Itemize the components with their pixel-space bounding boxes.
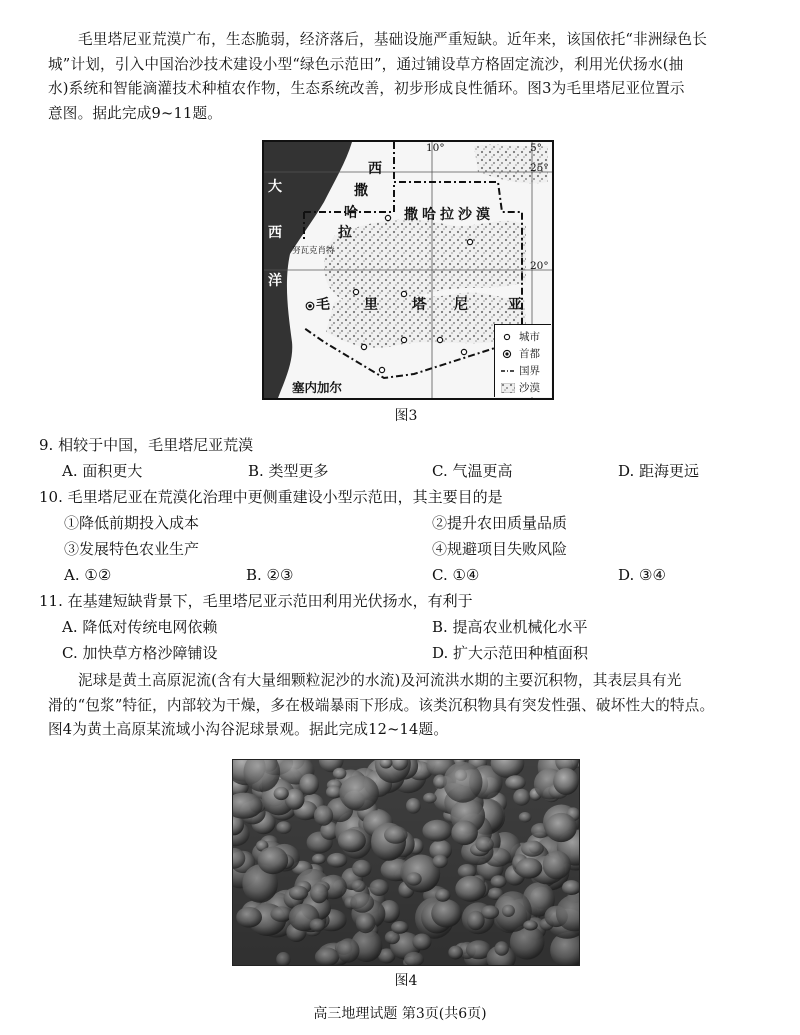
q11-option-d[interactable]: D. 扩大示范田种植面积: [432, 644, 589, 662]
mud-ball-photo: [232, 759, 580, 966]
question-10-stem: 10. 毛里塔尼亚在荒漠化治理中更侧重建设小型示范田，其主要目的是: [39, 488, 503, 506]
q10-option-b[interactable]: B. ②③: [246, 566, 294, 584]
latitude-25-label: 25°: [530, 162, 549, 174]
q10-item-2: ②提升农田质量品质: [432, 514, 568, 532]
west-sahara-label-1: 西: [368, 161, 382, 177]
q11-option-a[interactable]: A. 降低对传统电网依赖: [62, 618, 218, 636]
q10-option-a[interactable]: A. ①②: [64, 566, 112, 584]
sahara-desert-label: 撒哈拉沙漠: [404, 207, 494, 223]
legend-border: 国界: [501, 363, 540, 378]
intro-passage-2: [48, 669, 774, 743]
intro-passage-1: [48, 28, 774, 126]
capital-label: 努瓦克肖特: [292, 246, 335, 256]
question-11-stem: 11. 在基建短缺背景下，毛里塔尼亚示范田利用光伏扬水，有利于: [39, 592, 473, 610]
map-legend: [494, 324, 551, 397]
question-9-stem: 9. 相较于中国，毛里塔尼亚荒漠: [39, 436, 254, 454]
intro-line: 城”计划，引入中国治沙技术建设小型“绿色示范田”，通过铺设草方格固定流沙，利用光伏扬水(抽: [48, 55, 684, 73]
country-label-2: 里: [364, 297, 378, 313]
ocean-label-3: 洋: [268, 273, 282, 289]
country-label-3: 塔: [412, 297, 426, 313]
q11-option-c[interactable]: C. 加快草方格沙障铺设: [62, 644, 218, 662]
ocean-label-2: 西: [268, 225, 282, 241]
figure-4-caption: 图4: [394, 973, 418, 989]
mud-ball-texture: [233, 760, 579, 965]
longitude-10-label: 10°: [426, 142, 445, 154]
q9-option-b[interactable]: B. 类型更多: [248, 462, 329, 480]
longitude-5-label: 5°: [530, 142, 542, 154]
desert-symbol-icon: [501, 383, 515, 393]
intro-line: 滑的“包浆”特征，内部较为干燥，多在极端暴雨下形成。该类沉积物具有突发性强、破坏性大的特点。: [48, 696, 715, 714]
ocean-label-1: 大: [268, 179, 282, 195]
q9-option-c[interactable]: C. 气温更高: [432, 462, 513, 480]
q9-option-d[interactable]: D. 距海更远: [618, 462, 700, 480]
west-sahara-label-3: 哈: [344, 205, 358, 221]
q10-item-3: ③发展特色农业生产: [64, 540, 200, 558]
q11-option-b[interactable]: B. 提高农业机械化水平: [432, 618, 588, 636]
legend-capital: 首都: [501, 346, 540, 361]
west-sahara-label-4: 拉: [338, 225, 352, 241]
intro-line: 水)系统和智能滴灌技术种植农作物，生态系统改善，初步形成良性循环。图3为毛里塔尼亚位置示: [48, 80, 685, 97]
country-label-1: 毛: [316, 297, 330, 313]
latitude-20-label: 20°: [530, 260, 549, 272]
q9-option-a[interactable]: A. 面积更大: [62, 462, 143, 480]
q10-item-1: ①降低前期投入成本: [64, 514, 200, 532]
q10-item-4: ④规避项目失败风险: [432, 540, 568, 558]
country-label-5: 亚: [508, 297, 522, 313]
q10-option-d[interactable]: D. ③④: [618, 566, 666, 584]
west-sahara-label-2: 撒: [354, 183, 368, 199]
legend-desert: 沙漠: [501, 380, 540, 395]
city-symbol-icon: [501, 332, 515, 342]
intro-line: 意图。据此完成9~11题。: [48, 104, 223, 122]
country-label-4: 尼: [454, 297, 468, 313]
border-symbol-icon: [501, 366, 515, 376]
figure-3-caption: 图3: [394, 408, 418, 424]
intro-line: 图4为黄土高原某流域小沟谷泥球景观。据此完成12~14题。: [48, 721, 449, 738]
page-footer: 高三地理试题 第3页(共6页): [313, 1006, 487, 1022]
intro-line: 泥球是黄土高原泥流(含有大量细颗粒泥沙的水流)及河流洪水期的主要沉积物，其表层具有光: [78, 672, 682, 689]
legend-city: 城市: [501, 329, 540, 344]
capital-symbol-icon: [501, 349, 515, 359]
senegal-label: 塞内加尔: [292, 380, 343, 395]
intro-line: 毛里塔尼亚荒漠广布，生态脆弱，经济落后，基础设施严重短缺。近年来，该国依托“非洲绿色长: [78, 31, 708, 48]
location-map: [262, 140, 554, 400]
q10-option-c[interactable]: C. ①④: [432, 566, 480, 584]
